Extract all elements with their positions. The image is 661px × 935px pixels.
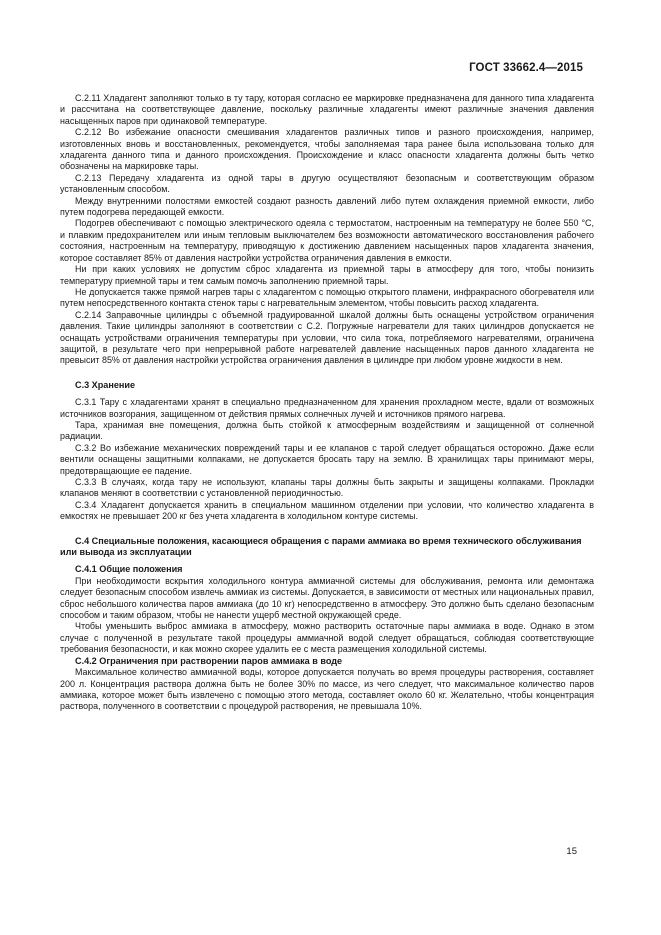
paragraph: Максимальное количество аммиачной воды, которое допускается получать во время процедуры растворения, составляет 200 л. Концентрация раствора должна быть не более 30% по массе, из чего следует, что максимальное количество паров аммиака, которое может быть извлечено с помощью этого метода, составляет около 60 кг. Желательно, чтобы концентрация раствора, полученного в соответствии с процедурой растворения, не превышала 10%. bbox=[60, 667, 594, 712]
paragraph: Не допускается также прямой нагрев тары с хладагентом с помощью открытого пламени, инфракрасного обогревателя или путем непосредственного контакта стенок тары с нагревательным элементом, чтобы повысить расход хладагента. bbox=[60, 286, 594, 309]
section-heading-c-4: С.4 Специальные положения, касающиеся обращения с парами аммиака во время технического обслуживания или вывода из эксплуатации bbox=[60, 535, 582, 558]
subsection-heading-c-4-1: С.4.1 Общие положения bbox=[75, 564, 183, 575]
section-heading-c-3: С.3 Хранение bbox=[75, 379, 136, 390]
paragraph: Чтобы уменьшить выброс аммиака в атмосферу, можно растворить остаточные пары аммиака в воде. Однако в этом случае с полученной в результате такой процедуры аммиачной водой следует обращаться, соблюдая соответствующие требования безопасности, и как можно скорее удалить ее с места размещения холодильной системы. bbox=[60, 621, 594, 655]
paragraph: Ни при каких условиях не допустим сброс хладагента из приемной тары в атмосферу для того, чтобы понизить температуру приемной тары и тем самым помочь заполнению приемной тары. bbox=[60, 264, 594, 286]
paragraph-c-3-3: С.3.3 В случаях, когда тару не используют, клапаны тары должны быть закрыты и защищены колпаками. Прокладки клапанов меняют в соответствии с установленной периодичностью. bbox=[60, 477, 594, 499]
paragraph-c-2-13: С.2.13 Передачу хладагента из одной тары в другую осуществляют безопасным и соответствующим образом установленным способом. bbox=[60, 172, 594, 195]
document-number-header: ГОСТ 33662.4—2015 bbox=[469, 62, 583, 74]
page-number: 15 bbox=[566, 846, 577, 857]
paragraph-c-2-11: С.2.11 Хладагент заполняют только в ту тару, которая согласно ее маркировке предназначена для данного типа хладагента и рассчитана на соответствующее давление, поскольку различные хладагенты имеют различные значения давления насыщенных паров при одинаковой температуре. bbox=[60, 93, 594, 126]
paragraph: Между внутренними полостями емкостей создают разность давлений либо путем охлаждения приемной емкости, либо путем подогрева передающей емкости. bbox=[60, 195, 594, 218]
paragraph-c-3-1: С.3.1 Тару с хладагентами хранят в специально предназначенном для хранения прохладном месте, вдали от возможных источников возгорания, защищенном от действия прямых солнечных лучей и источников прямого нагрева. bbox=[60, 397, 594, 419]
paragraph-c-2-14: С.2.14 Заправочные цилиндры с объемной градуированной шкалой должны быть оснащены устройством ограничения давления. Такие цилиндры заполняют в соответствии с С.2. Погружные нагреватели для таких цилиндров допускается не оснащать устройствами ограничения температуры при условии, что сила тока, потребляемого нагревателями, ограничена защитой, в результате чего при непрерывной работе нагревателей давление насыщенных паров данного хладагента не превысит 85% от давления настройки устройства ограничения давления в цилиндре при любом уровне жидкости в нем. bbox=[60, 309, 594, 366]
paragraph: Подогрев обеспечивают с помощью электрического одеяла с термостатом, настроенным на температуру не более 550 °С, и плавким предохранителем или иным тепловым выключателем без возможности автоматического восстановления рабочего состояния, настроенным на температуру, приводящую к достижению давлением насыщенных паров хладагента значения, которое составляет 85% от давления настройки устройства ограничения давления в емкости. bbox=[60, 218, 594, 263]
paragraph: При необходимости вскрытия холодильного контура аммиачной системы для обслуживания, ремонта или демонтажа следует безопасным способом извлечь аммиак из системы. Допускается, в зависимости от местных или национальных правил, сброс небольшого количества паров аммиака (до 10 кг) непосредственно в атмосферу. Это должно быть сделано безопасным способом и таким образом, чтобы не нанести ущерб местной окружающей среде. bbox=[60, 575, 594, 621]
page-content bbox=[60, 93, 594, 713]
paragraph-c-2-12: С.2.12 Во избежание опасности смешивания хладагентов различных типов и разного происхождения, например, изготовленных вновь и восстановленных, рекомендуется, чтобы заполняемая тара ранее была использована только для хладагента данного типа и данного происхождения. Происхождение и класс опасности хладагента должны быть четко обозначены на маркировке тары. bbox=[60, 127, 594, 172]
paragraph: Тара, хранимая вне помещения, должна быть стойкой к атмосферным воздействиям и защищенной от солнечной радиации. bbox=[60, 419, 594, 442]
paragraph-c-3-2: С.3.2 Во избежание механических повреждений тары и ее клапанов с тарой следует обращаться осторожно. Даже если вентили оснащены защитными колпаками, не допускается бросать тару на землю. В хранилищах тары принимают меры, предотвращающие ее падение. bbox=[60, 442, 594, 476]
paragraph-c-3-4: С.3.4 Хладагент допускается хранить в специальном машинном отделении при условии, что количество хладагента в емкостях не превышает 200 кг без учета хладагента в холодильном контуре системы. bbox=[60, 499, 594, 522]
subsection-heading-c-4-2: С.4.2 Ограничения при растворении паров аммиака в воде bbox=[75, 655, 343, 666]
